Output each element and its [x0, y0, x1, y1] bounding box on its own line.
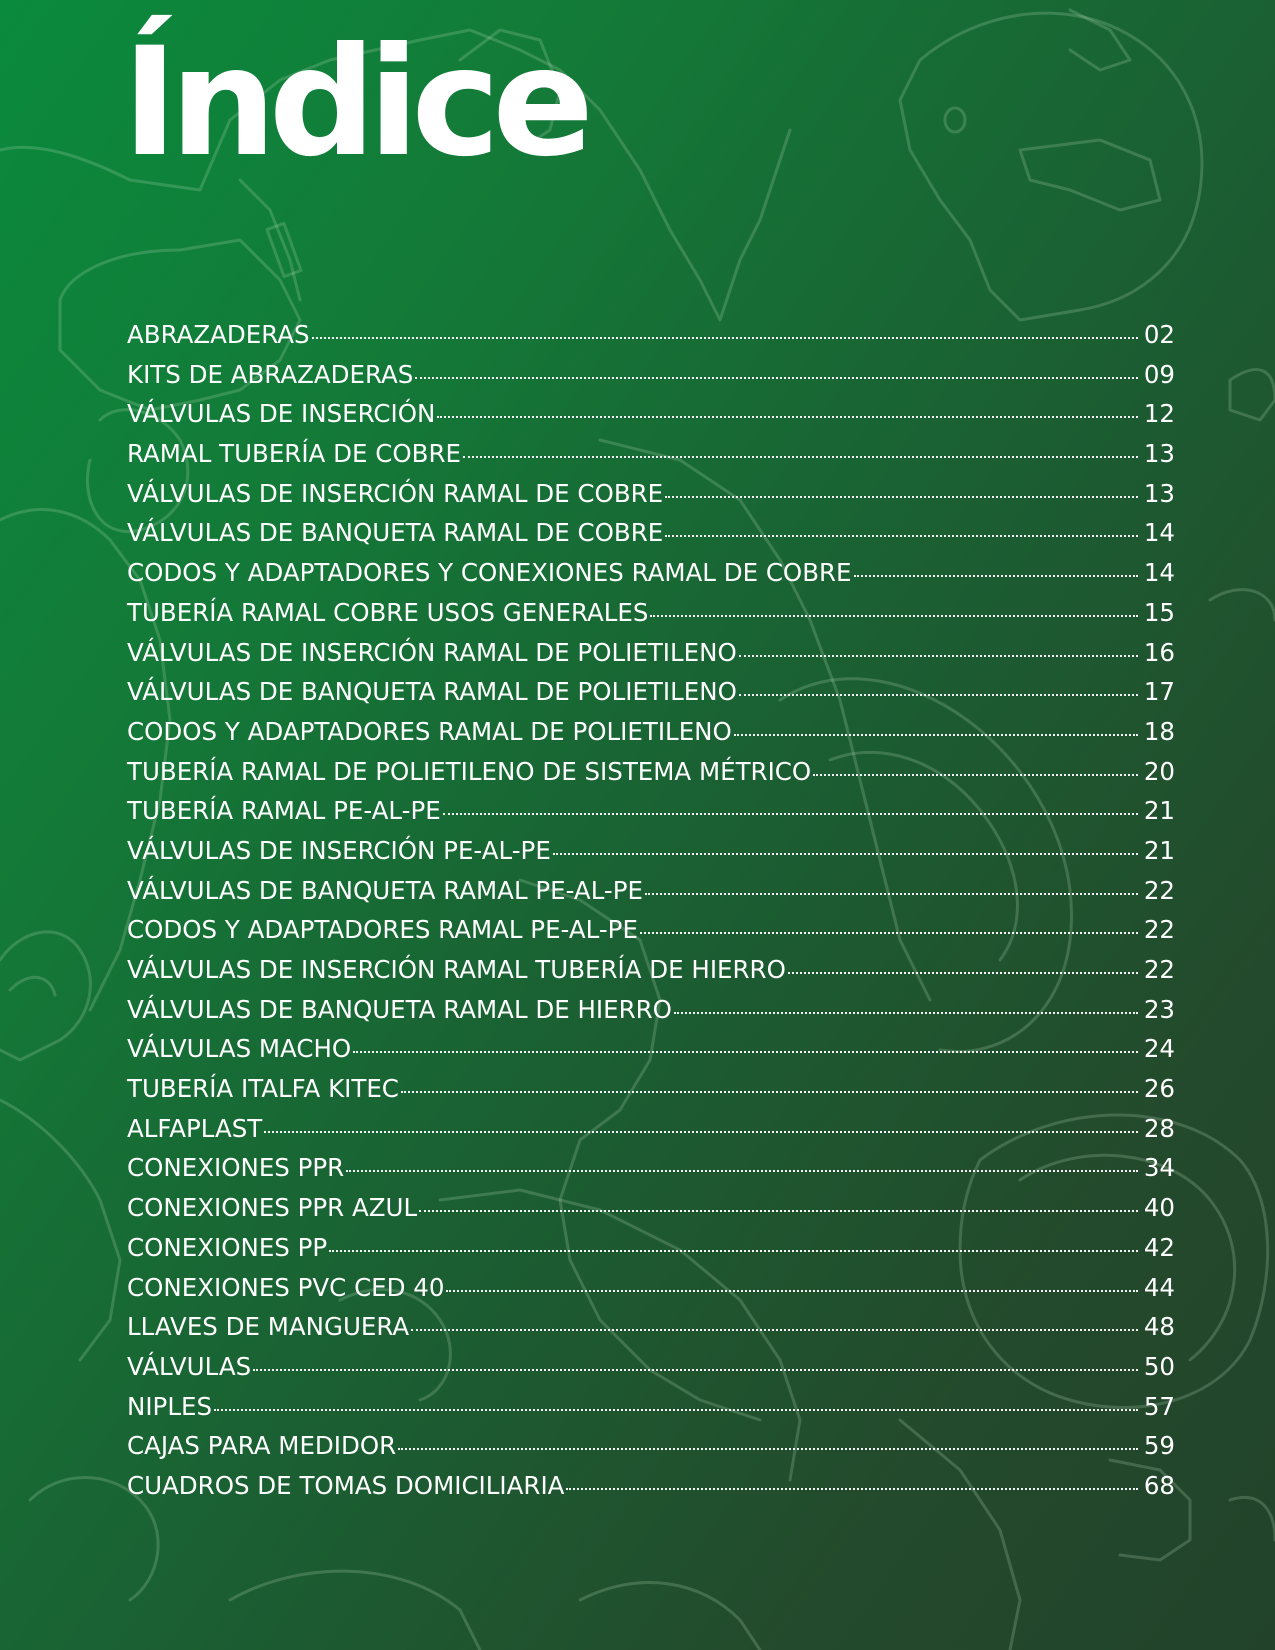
- page-title: Índice: [122, 16, 587, 190]
- toc-entry: [127, 1471, 1175, 1511]
- toc-entry-label: CODOS Y ADAPTADORES Y CONEXIONES RAMAL DE COBRE: [127, 558, 852, 588]
- toc-dot-leader: [443, 813, 1138, 815]
- toc-entry: [127, 1273, 1175, 1313]
- toc-entry: [127, 598, 1175, 638]
- toc-entry: [127, 1034, 1175, 1074]
- toc-dot-leader: [214, 1409, 1138, 1411]
- toc-entry-page-number: 02: [1143, 320, 1175, 349]
- toc-entry-page-number: 26: [1143, 1074, 1175, 1104]
- toc-entry-page-number: 13: [1143, 439, 1175, 469]
- toc-dot-leader: [674, 1012, 1138, 1014]
- toc-entry-label: VÁLVULAS: [127, 1351, 252, 1381]
- toc-entry-label: VÁLVULAS DE INSERCIÓN: [127, 399, 436, 429]
- toc-entry-label: TUBERÍA RAMAL COBRE USOS GENERALES: [127, 597, 649, 627]
- toc-dot-leader: [346, 1170, 1138, 1172]
- toc-entry-page-number: 22: [1143, 915, 1175, 945]
- toc-entry: [127, 1392, 1175, 1432]
- toc-entry: [127, 717, 1175, 757]
- toc-entry-label: CONEXIONES PPR: [127, 1153, 345, 1183]
- toc-entry-label: TUBERÍA ITALFA KITEC: [127, 1074, 399, 1104]
- toc-entry-label: VÁLVULAS DE BANQUETA RAMAL DE HIERRO: [127, 994, 672, 1024]
- toc-dot-leader: [553, 853, 1138, 855]
- toc-dot-leader: [437, 416, 1137, 418]
- toc-dot-leader: [566, 1488, 1137, 1490]
- toc-entry-page-number: 28: [1143, 1113, 1175, 1143]
- toc-dot-leader: [312, 337, 1138, 339]
- toc-entry-label: LLAVES DE MANGUERA: [127, 1312, 410, 1342]
- toc-entry: [127, 915, 1175, 955]
- toc-entry: [127, 1312, 1175, 1352]
- toc-entry-page-number: 40: [1143, 1193, 1175, 1223]
- toc-entry-page-number: 48: [1143, 1312, 1175, 1342]
- toc-entry: [127, 320, 1175, 360]
- toc-entry-label: CONEXIONES PP: [127, 1232, 328, 1262]
- toc-entry-label: CODOS Y ADAPTADORES RAMAL DE POLIETILENO: [127, 716, 732, 746]
- toc-entry: [127, 836, 1175, 876]
- toc-entry-page-number: 14: [1143, 558, 1175, 588]
- toc-entry-label: CONEXIONES PPR AZUL: [127, 1193, 418, 1223]
- toc-dot-leader: [419, 1210, 1138, 1212]
- toc-entry-page-number: 20: [1143, 756, 1175, 786]
- toc-entry: [127, 955, 1175, 995]
- toc-entry: [127, 1193, 1175, 1233]
- table-of-contents: [127, 320, 1175, 1511]
- toc-dot-leader: [264, 1131, 1138, 1133]
- toc-entry: [127, 518, 1175, 558]
- toc-entry-label: TUBERÍA RAMAL PE-AL-PE: [127, 796, 441, 826]
- toc-entry-label: VÁLVULAS DE INSERCIÓN RAMAL TUBERÍA DE HIERRO: [127, 955, 786, 984]
- toc-entry-page-number: 59: [1143, 1431, 1175, 1461]
- toc-dot-leader: [665, 496, 1138, 498]
- toc-dot-leader: [665, 535, 1138, 537]
- toc-entry-label: RAMAL TUBERÍA DE COBRE: [127, 439, 461, 469]
- toc-dot-leader: [446, 1290, 1137, 1292]
- toc-entry-label: CUADROS DE TOMAS DOMICILIARIA: [127, 1470, 565, 1500]
- toc-entry-page-number: 09: [1143, 359, 1175, 389]
- toc-entry-label: ABRAZADERAS: [127, 320, 310, 349]
- toc-dot-leader: [398, 1448, 1138, 1450]
- toc-entry: [127, 876, 1175, 916]
- toc-entry-label: NIPLES: [127, 1391, 213, 1421]
- toc-entry-label: KITS DE ABRAZADERAS: [127, 359, 414, 389]
- toc-entry-page-number: 21: [1143, 796, 1175, 826]
- toc-entry: [127, 439, 1175, 479]
- toc-dot-leader: [253, 1369, 1138, 1371]
- toc-entry-label: VÁLVULAS DE BANQUETA RAMAL DE POLIETILENO: [127, 677, 737, 707]
- toc-entry-page-number: 44: [1143, 1272, 1175, 1302]
- toc-dot-leader: [415, 377, 1137, 379]
- toc-dot-leader: [813, 774, 1138, 776]
- toc-entry-page-number: 57: [1143, 1391, 1175, 1421]
- toc-entry: [127, 677, 1175, 717]
- toc-entry: [127, 1114, 1175, 1154]
- toc-entry-page-number: 16: [1143, 637, 1175, 667]
- toc-entry: [127, 1074, 1175, 1114]
- toc-entry: [127, 638, 1175, 678]
- toc-dot-leader: [854, 575, 1138, 577]
- toc-entry-page-number: 17: [1143, 677, 1175, 707]
- toc-entry-page-number: 24: [1143, 1034, 1175, 1064]
- toc-entry: [127, 1153, 1175, 1193]
- toc-entry: [127, 1431, 1175, 1471]
- toc-entry-page-number: 68: [1143, 1470, 1175, 1500]
- toc-entry-page-number: 22: [1143, 875, 1175, 905]
- toc-entry-label: CONEXIONES PVC CED 40: [127, 1272, 445, 1302]
- toc-dot-leader: [463, 456, 1138, 458]
- toc-entry: [127, 360, 1175, 400]
- toc-entry: [127, 399, 1175, 439]
- toc-entry-label: ALFAPLAST: [127, 1113, 263, 1143]
- toc-entry-label: VÁLVULAS DE INSERCIÓN PE-AL-PE: [127, 835, 551, 865]
- toc-entry: [127, 1233, 1175, 1273]
- toc-dot-leader: [645, 893, 1138, 895]
- toc-entry-label: VÁLVULAS DE BANQUETA RAMAL DE COBRE: [127, 518, 664, 548]
- toc-entry: [127, 1352, 1175, 1392]
- toc-dot-leader: [401, 1091, 1138, 1093]
- toc-dot-leader: [640, 932, 1138, 934]
- toc-entry-page-number: 42: [1143, 1232, 1175, 1262]
- toc-dot-leader: [329, 1250, 1138, 1252]
- toc-dot-leader: [411, 1329, 1138, 1331]
- toc-entry-page-number: 18: [1143, 716, 1175, 746]
- toc-entry-page-number: 14: [1143, 518, 1175, 548]
- toc-entry-label: CODOS Y ADAPTADORES RAMAL PE-AL-PE: [127, 915, 638, 945]
- toc-entry-page-number: 21: [1143, 835, 1175, 865]
- toc-entry-label: CAJAS PARA MEDIDOR: [127, 1431, 397, 1461]
- toc-dot-leader: [739, 694, 1138, 696]
- toc-dot-leader: [739, 655, 1138, 657]
- toc-entry: [127, 757, 1175, 797]
- toc-dot-leader: [788, 972, 1138, 974]
- toc-entry-label: TUBERÍA RAMAL DE POLIETILENO DE SISTEMA MÉTRICO: [127, 756, 812, 786]
- toc-entry-label: VÁLVULAS DE BANQUETA RAMAL PE-AL-PE: [127, 875, 644, 905]
- toc-entry-page-number: 22: [1143, 955, 1175, 984]
- toc-entry-label: VÁLVULAS MACHO: [127, 1034, 352, 1064]
- toc-dot-leader: [650, 615, 1137, 617]
- toc-entry-label: VÁLVULAS DE INSERCIÓN RAMAL DE COBRE: [127, 478, 664, 508]
- toc-dot-leader: [734, 734, 1138, 736]
- toc-entry: [127, 995, 1175, 1035]
- toc-entry-label: VÁLVULAS DE INSERCIÓN RAMAL DE POLIETILENO: [127, 637, 737, 667]
- toc-entry-page-number: 13: [1143, 478, 1175, 508]
- toc-entry: [127, 558, 1175, 598]
- toc-entry: [127, 479, 1175, 519]
- toc-entry-page-number: 34: [1143, 1153, 1175, 1183]
- toc-dot-leader: [353, 1051, 1138, 1053]
- toc-entry-page-number: 50: [1143, 1351, 1175, 1381]
- toc-entry-page-number: 15: [1143, 597, 1175, 627]
- toc-entry-page-number: 23: [1143, 994, 1175, 1024]
- toc-entry: [127, 796, 1175, 836]
- toc-entry-page-number: 12: [1143, 399, 1175, 429]
